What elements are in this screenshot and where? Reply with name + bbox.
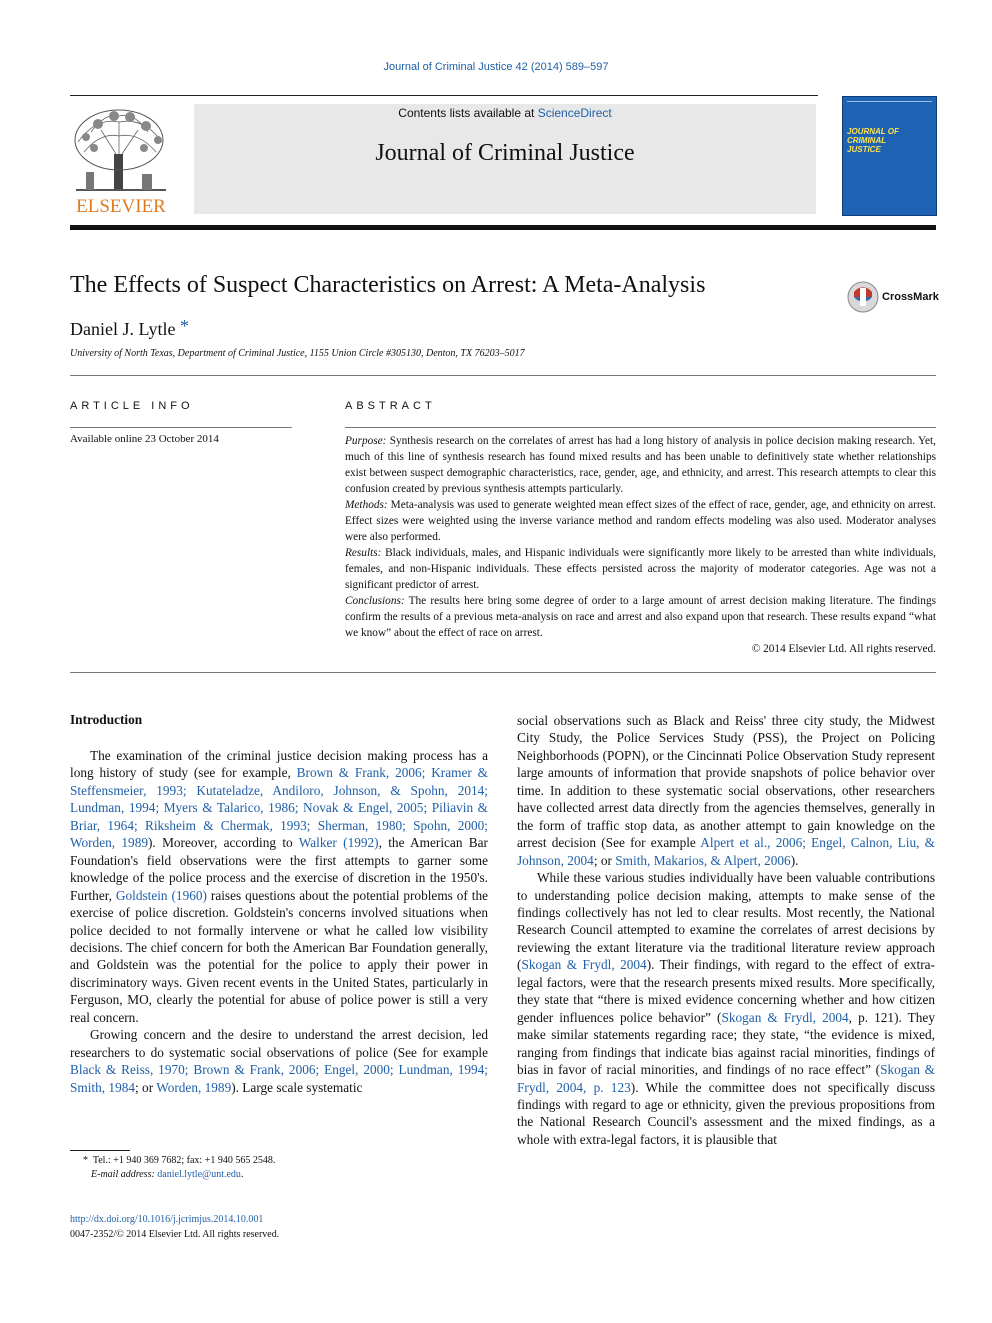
- header-thick-rule: [70, 225, 936, 230]
- crossmark-badge[interactable]: [846, 282, 938, 314]
- body-paragraph: [517, 869, 935, 1148]
- body-text: ; or: [593, 852, 616, 868]
- article-title: The Effects of Suspect Characteristics on Arrest: A Meta-Analysis: [70, 272, 706, 298]
- email-link[interactable]: daniel.lytle@unt.edu: [157, 1169, 241, 1180]
- body-text: ). Moreover, according to: [148, 835, 299, 851]
- author-name: Daniel J. Lytle: [70, 319, 176, 339]
- body-text: , p. 121). They make similar statements regarding race; they state, “the evidence is mixed, ranging from findings that indicate bias against racial minorities, findings of bias in favor of racial minorities, and findings of no race effect” (: [517, 1009, 935, 1078]
- author-footnote-mark[interactable]: *: [179, 316, 189, 336]
- body-text: raises questions about the potential problems of the exercise of police discretion. Goldstein's concerns involved situations when police decided to not formally intervene or what he called low visibility decisions. The chief concern for both the American Bar Foundation generally, and Goldstein was the potential for the police to apply their power in discriminatory ways. Given recent events in the United States, particularly in Ferguson, MO, clearly the potential for abuse of police power is still a very real concern.: [70, 887, 489, 1025]
- author-line: [70, 316, 189, 340]
- body-text: ). Large scale systematic: [231, 1079, 363, 1095]
- body-paragraph: [70, 747, 488, 1026]
- footnote-contact: [70, 1154, 275, 1168]
- body-text: , the American Bar Foundation's field observations were the first attempts to garner some knowledge of the police process and the exercise of discretion in the 1950's. Further,: [70, 835, 488, 903]
- purpose-label: Purpose:: [345, 435, 387, 447]
- elsevier-logo: [66, 102, 176, 214]
- email-end: .: [240, 1169, 244, 1180]
- body-text: social observations such as Black and Reiss' three city study, the Midwest City Study, the Police Services Study (PSS), the Project on Policing Neighborhoods (POPN), or the Cincinnati Police Observation Study represent large amounts of information that provide snapshots of police behavior over time. In addition to these systematic social observations, other researchers have collected arrest data directly from the agencies themselves, generally in the form of traffic stop data, as another attempt to gain knowledge on the arrest decision (See for example: [517, 713, 935, 851]
- body-text: ; or: [135, 1079, 157, 1095]
- body-text: ). Their findings, with regard to the effect of extra-legal factors, were that the research presents mixed results. More specifically, they state that “there is mixed evidence concerning whether and how citizen gender influences police behavior” (: [517, 957, 935, 1025]
- body-text: The examination of the criminal justice decision making process has a long history of study (see for example,: [70, 748, 488, 781]
- citation-link[interactable]: Skogan & Frydl, 2004: [521, 957, 647, 973]
- abstract-copyright: © 2014 Elsevier Ltd. All rights reserved.: [751, 643, 936, 655]
- cover-rule: [847, 101, 932, 102]
- citation-link[interactable]: Alpert et al., 2006; Engel, Calnon, Liu, & Johnson, 2004: [517, 835, 935, 868]
- abstract-body: [345, 433, 936, 657]
- citation-link[interactable]: Worden, 1989: [156, 1079, 232, 1095]
- abstract-results: [345, 545, 936, 593]
- abstract-bottom-rule: [70, 672, 936, 673]
- methods-text: Meta-analysis was used to generate weighted mean effect sizes of the effect of race, gender, age, and ethnicity on arrest. Effect sizes were weighted using the inverse variance method and random effects modeling was also used. Moderator analyses were also performed.: [345, 499, 936, 543]
- journal-name: Journal of Criminal Justice: [375, 140, 635, 166]
- contents-availability: [194, 106, 816, 120]
- methods-label: Methods:: [345, 499, 388, 511]
- abstract-rule: [345, 427, 936, 428]
- footnote-tel-fax: Tel.: +1 940 369 7682; fax: +1 940 565 2548.: [92, 1155, 276, 1166]
- citation-link[interactable]: Skogan & Frydl, 2004: [721, 1009, 849, 1025]
- author-affiliation: University of North Texas, Department of Criminal Justice, 1155 Union Circle #305130, Denton, TX 76203–5017: [70, 348, 525, 359]
- email-label: E-mail address:: [91, 1169, 155, 1180]
- citation-link[interactable]: Walker (1992): [298, 835, 379, 851]
- header-top-rule: [70, 95, 818, 96]
- available-online-date: Available online 23 October 2014: [70, 433, 219, 445]
- article-info-heading: ARTICLE INFO: [70, 400, 194, 412]
- body-text: While these various studies individually have been valuable contributions to understanding police decision making, attempts to make sense of the findings collectively has not led to clear results. Most recently, the National Research Council attempted to examine the correlates of arrest decisions by reviewing the extant literature via the traditional literature review approach (: [517, 870, 935, 973]
- introduction-heading: Introduction: [70, 712, 143, 727]
- author-footnote: [70, 1154, 275, 1182]
- footnote-mark: *: [83, 1155, 88, 1166]
- body-column-left: [70, 747, 488, 1096]
- journal-cover-thumbnail[interactable]: [842, 96, 937, 216]
- citation-link[interactable]: Skogan & Frydl, 2004, p. 123: [517, 1062, 935, 1095]
- crossmark-icon: [846, 280, 880, 314]
- abstract-heading: ABSTRACT: [345, 400, 436, 412]
- sciencedirect-link[interactable]: ScienceDirect: [537, 106, 612, 120]
- results-label: Results:: [345, 547, 382, 559]
- crossmark-label: CrossMark: [882, 291, 939, 303]
- purpose-text: Synthesis research on the correlates of arrest has had a long history of analysis in police decision making research. Yet, much of this line of synthesis research has found mixed results and has been unable to definitively state whether relationships exist between suspect demographic characteristics, race, gender, age, and ethnicity, and arrest. This research attempts to clear this confusion created by previous synthesis attempts particularly.: [345, 435, 936, 495]
- elsevier-tree-icon: [66, 102, 176, 214]
- article-info-rule: [70, 427, 292, 428]
- citation-link[interactable]: Smith, Makarios, & Alpert, 2006: [615, 852, 791, 868]
- affiliation-rule: [70, 375, 936, 376]
- body-text: ).: [790, 852, 799, 868]
- conclusions-label: Conclusions:: [345, 595, 405, 607]
- body-paragraph: [70, 1026, 488, 1096]
- contents-prefix: Contents lists available at: [398, 106, 538, 120]
- conclusions-text: The results here bring some degree of order to a large amount of arrest decision making literature. The findings confirm the results of a previous meta-analysis on race and arrest and also expand upon that research. These results expand “what we know” about the effect of race on arrest.: [345, 595, 936, 639]
- abstract-methods: [345, 497, 936, 545]
- body-paragraph: [517, 712, 935, 869]
- abstract-conclusions: [345, 593, 936, 641]
- doi-link[interactable]: http://dx.doi.org/10.1016/j.jcrimjus.2014.10.001: [70, 1214, 264, 1225]
- cover-title: JOURNAL OF CRIMINAL JUSTICE: [847, 127, 899, 154]
- journal-citation[interactable]: Journal of Criminal Justice 42 (2014) 589–597: [383, 61, 609, 73]
- issn-copyright: 0047-2352/© 2014 Elsevier Ltd. All rights reserved.: [70, 1229, 280, 1240]
- body-column-right: [517, 712, 935, 1148]
- citation-link[interactable]: Goldstein (1960): [115, 887, 207, 903]
- footnote-email-line: [70, 1168, 275, 1182]
- footnote-rule: [70, 1150, 130, 1151]
- body-text: ). While the committee does not specifically discuss findings with regard to age or ethnicity, given the previous propositions from the National Research Council's assessment and the mixed findings, as a whole with extra-legal factors, it is plausible that: [517, 1079, 936, 1147]
- citation-link[interactable]: Brown & Frank, 2006; Kramer & Steffensmeier, 1993; Kutateladze, Andiloro, Johnson, & Spohn, 2014; Lundman, 1994; Myers & Talarico, 1986; Novak & Engel, 2005; Piliavin & Briar, 1964; Riksheim & Chermak, 1993; Sherman, 1980; Spohn, 2000; Worden, 1989: [70, 765, 488, 851]
- abstract-purpose: [345, 433, 936, 497]
- results-text: Black individuals, males, and Hispanic individuals were significantly more likely to be arrested than white individuals, females, and non-Hispanic individuals. These effects persisted across the majority of moderator categories. Age was not a significant predictor of arrest.: [345, 547, 936, 591]
- body-text: Growing concern and the desire to understand the arrest decision, led researchers to do systematic social observations of police (See for example: [70, 1027, 488, 1060]
- elsevier-wordmark: ELSEVIER: [76, 196, 166, 214]
- citation-link[interactable]: Black & Reiss, 1970; Brown & Frank, 2006; Engel, 2000; Lundman, 1994; Smith, 1984: [70, 1062, 488, 1095]
